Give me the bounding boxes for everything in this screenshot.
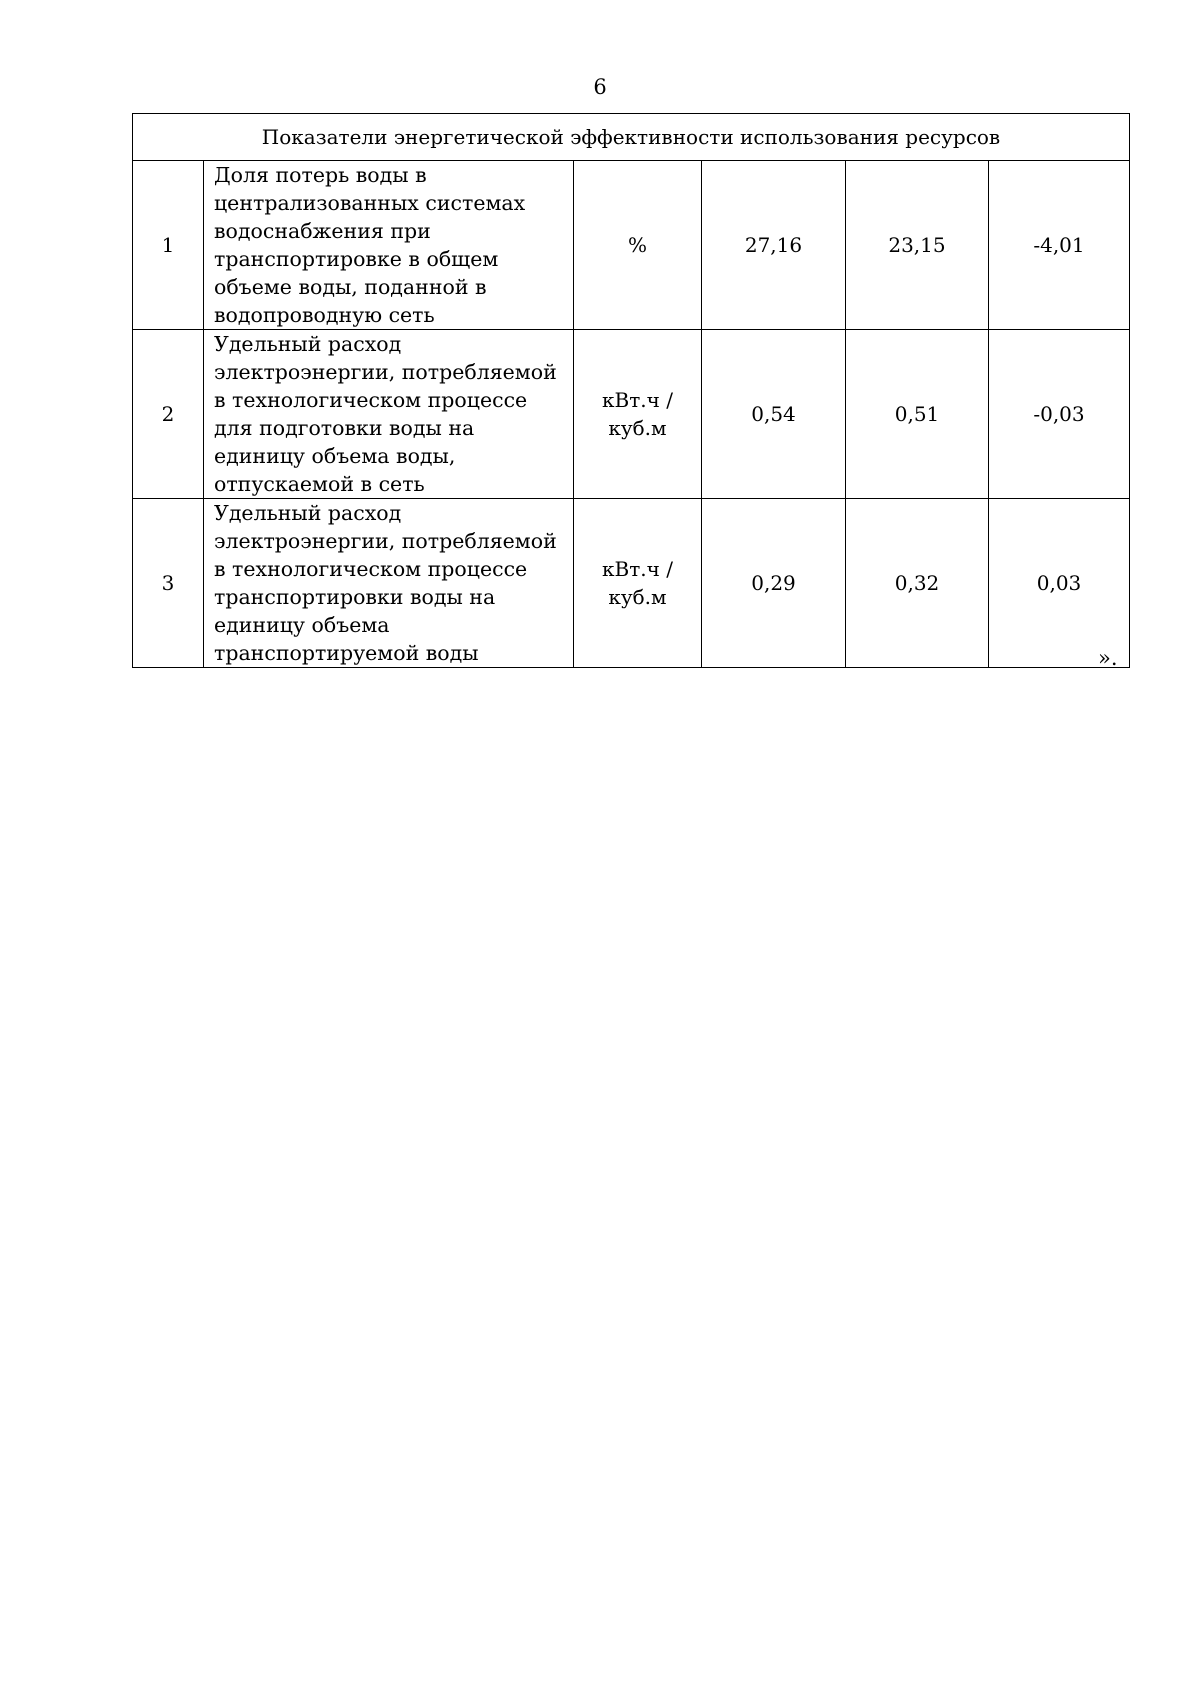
value-cell: 23,15 [846, 161, 989, 330]
change-cell: -0,03 [989, 330, 1130, 499]
unit-cell: кВт.ч / куб.м [574, 330, 702, 499]
unit-cell: % [574, 161, 702, 330]
table-row [133, 330, 1130, 499]
value-cell: 0,32 [846, 499, 989, 668]
indicator-name: Удельный расход электроэнергии, потребляемой в технологическом процессе для подготовки воды на единицу объема воды, отпускаемой в сеть [204, 330, 574, 499]
value-cell: 0,29 [702, 499, 846, 668]
value-cell: 27,16 [702, 161, 846, 330]
indicator-name: Удельный расход электроэнергии, потребляемой в технологическом процессе транспортировки воды на единицу объема транспортируемой воды [204, 499, 574, 668]
section-title: Показатели энергетической эффективности использования ресурсов [133, 114, 1130, 161]
unit-cell: кВт.ч / куб.м [574, 499, 702, 668]
value-cell: 0,54 [702, 330, 846, 499]
indicator-name: Доля потерь воды в централизованных системах водоснабжения при транспортировке в общем объеме воды, поданной в водопроводную сеть [204, 161, 574, 330]
row-number: 3 [133, 499, 204, 668]
change-cell: -4,01 [989, 161, 1130, 330]
indicators-table [132, 113, 1130, 668]
row-number: 1 [133, 161, 204, 330]
change-cell: 0,03 [989, 499, 1130, 668]
page-number: 6 [593, 75, 607, 99]
table-row [133, 161, 1130, 330]
section-header-row [133, 114, 1130, 161]
table-row [133, 499, 1130, 668]
row-number: 2 [133, 330, 204, 499]
value-cell: 0,51 [846, 330, 989, 499]
closing-quote-mark: ». [1098, 646, 1118, 670]
